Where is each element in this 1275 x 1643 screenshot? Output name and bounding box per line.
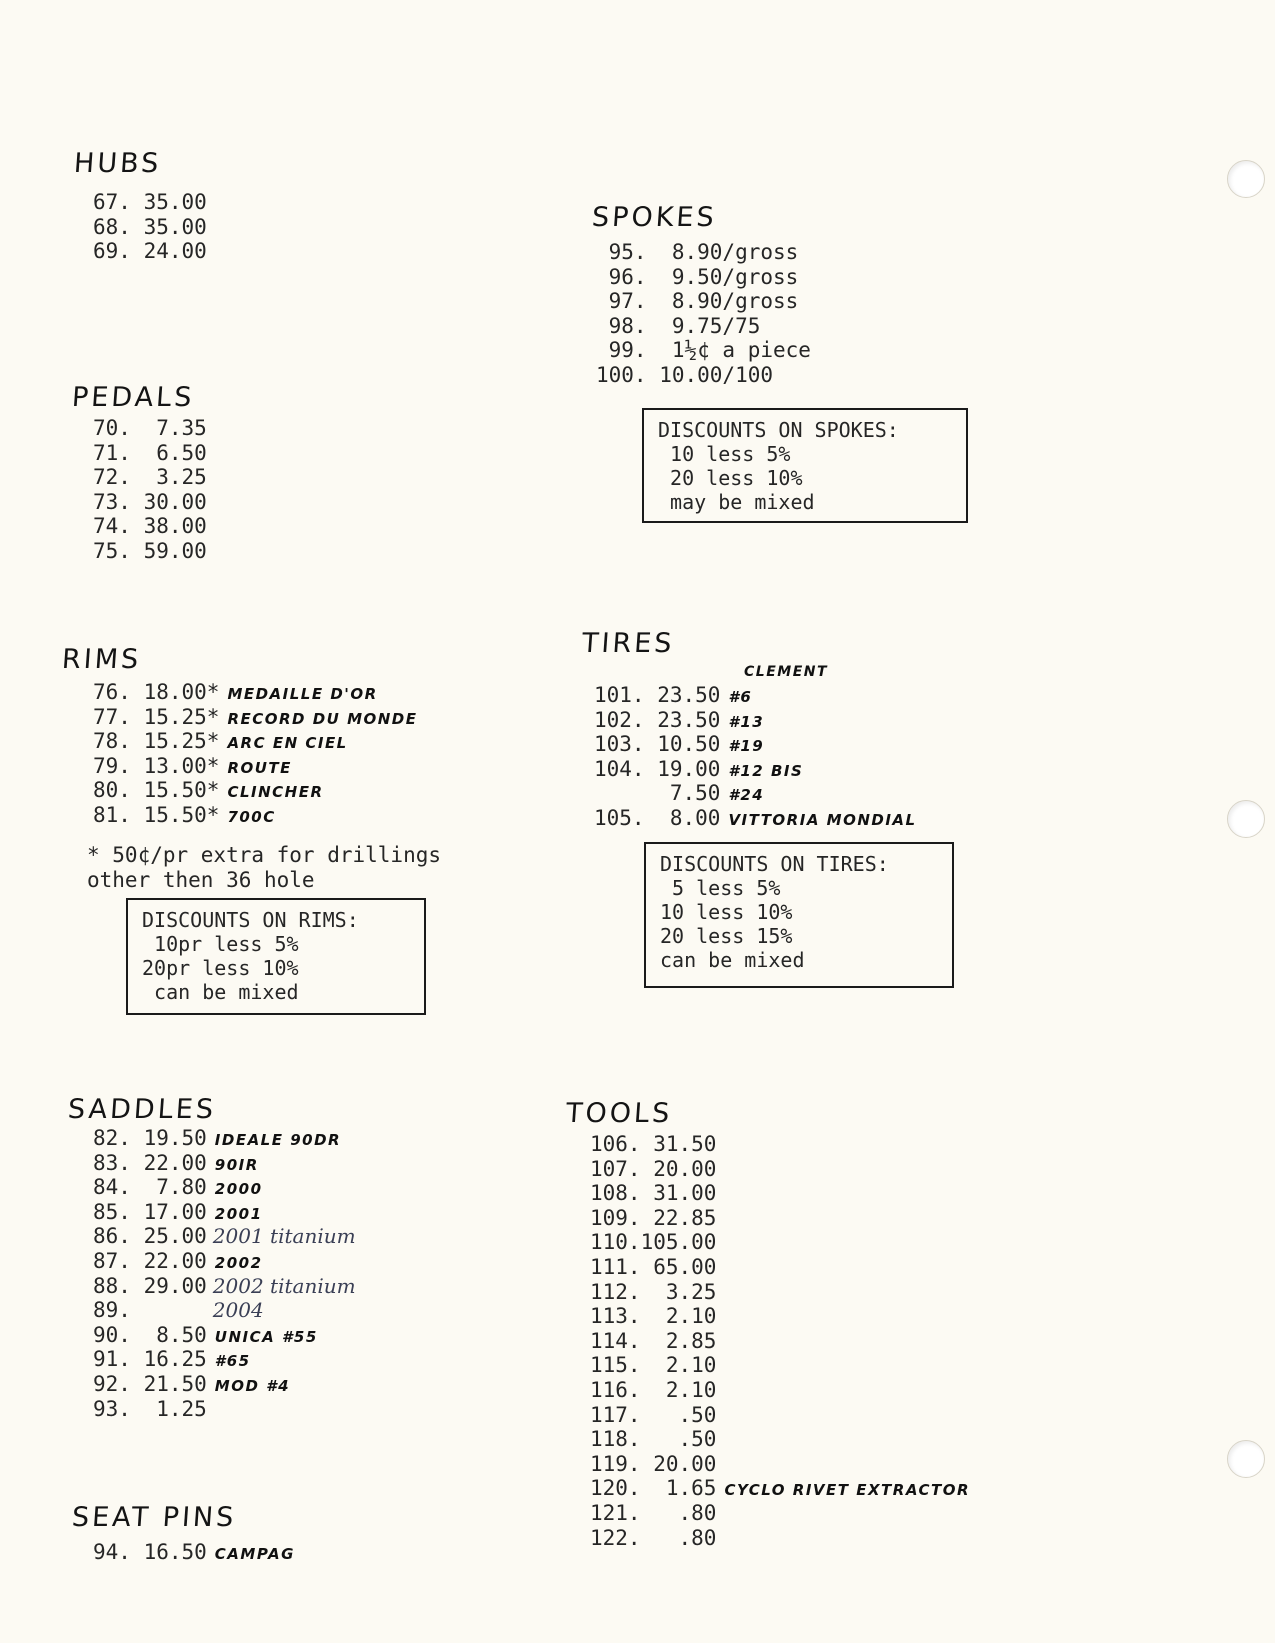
price-row bbox=[93, 1397, 356, 1422]
handwritten-note: 90IR bbox=[214, 1155, 259, 1174]
price-row bbox=[590, 1230, 970, 1255]
price-row bbox=[93, 1224, 356, 1249]
item-price: 79. 13.00* bbox=[93, 753, 220, 778]
item-price: 94. 16.50 bbox=[93, 1540, 207, 1564]
item-price: 118. .50 bbox=[590, 1427, 717, 1452]
discount-tier: 5 less 5% bbox=[660, 876, 781, 900]
item-price: 76. 18.00* bbox=[93, 680, 220, 704]
price-row bbox=[93, 1249, 356, 1274]
seat-pins-heading: SEAT PINS bbox=[70, 1502, 238, 1533]
price-row bbox=[93, 1126, 356, 1151]
binder-hole bbox=[1227, 800, 1265, 838]
item-price: 87. 22.00 bbox=[93, 1248, 207, 1273]
item-price: 83. 22.00 bbox=[93, 1150, 207, 1175]
handwritten-note: CLINCHER bbox=[227, 783, 324, 802]
price-row bbox=[590, 1403, 970, 1428]
price-row bbox=[93, 754, 418, 779]
item-price: 95. 8.90/gross bbox=[596, 240, 799, 264]
hubs-heading: HUBS bbox=[72, 148, 163, 179]
price-row bbox=[93, 1298, 356, 1323]
price-row bbox=[596, 363, 811, 388]
item-price: 106. 31.50 bbox=[590, 1132, 717, 1156]
seat-pins-list bbox=[93, 1540, 295, 1565]
handwritten-note: #13 bbox=[728, 712, 765, 731]
item-price: 90. 8.50 bbox=[93, 1322, 207, 1347]
pencil-note: 2004 bbox=[212, 1298, 264, 1323]
discount-title: DISCOUNTS ON TIRES: bbox=[660, 852, 889, 876]
handwritten-note: #24 bbox=[728, 786, 765, 805]
item-price: 111. 65.00 bbox=[590, 1254, 717, 1279]
price-row bbox=[590, 1157, 970, 1182]
price-row bbox=[596, 240, 811, 265]
hubs-list bbox=[93, 190, 207, 264]
handwritten-note: MEDAILLE D'OR bbox=[227, 685, 378, 703]
item-price: 115. 2.10 bbox=[590, 1353, 717, 1378]
item-price: 107. 20.00 bbox=[590, 1156, 717, 1181]
price-row bbox=[590, 1329, 970, 1354]
item-price: 73. 30.00 bbox=[93, 489, 207, 514]
item-price: 74. 38.00 bbox=[93, 514, 207, 539]
item-price: 71. 6.50 bbox=[93, 440, 207, 465]
tires-heading: TIRES bbox=[580, 628, 676, 659]
price-row bbox=[590, 1280, 970, 1305]
item-price: 122. .80 bbox=[590, 1525, 717, 1550]
item-price: 77. 15.25* bbox=[93, 704, 220, 729]
price-row bbox=[93, 215, 207, 240]
price-row bbox=[93, 190, 207, 215]
price-row bbox=[596, 338, 811, 363]
price-row bbox=[590, 1427, 970, 1452]
price-row bbox=[93, 239, 207, 264]
item-price: 110.105.00 bbox=[590, 1230, 717, 1255]
rims-heading: RIMS bbox=[60, 644, 143, 675]
handwritten-note: IDEALE 90DR bbox=[214, 1131, 342, 1149]
item-price: 82. 19.50 bbox=[93, 1126, 207, 1150]
price-row bbox=[93, 1540, 295, 1565]
item-price: 103. 10.50 bbox=[594, 732, 721, 757]
handwritten-note: #12 BIS bbox=[728, 761, 804, 780]
price-row bbox=[596, 265, 811, 290]
discount-tier: 20pr less 10% bbox=[142, 956, 299, 980]
pedals-list bbox=[93, 416, 207, 564]
item-price: 89. bbox=[93, 1298, 207, 1323]
handwritten-note: 2002 bbox=[214, 1253, 263, 1272]
price-row bbox=[93, 1372, 356, 1397]
tires-discount-box bbox=[644, 842, 954, 988]
price-row bbox=[93, 729, 418, 754]
item-price: 68. 35.00 bbox=[93, 214, 207, 239]
price-row bbox=[594, 806, 917, 831]
price-row bbox=[93, 1175, 356, 1200]
item-price: 97. 8.90/gross bbox=[596, 289, 799, 314]
price-row bbox=[596, 314, 811, 339]
handwritten-note: 2001 bbox=[214, 1204, 263, 1223]
discount-note: can be mixed bbox=[660, 948, 805, 972]
item-price: 101. 23.50 bbox=[594, 683, 721, 707]
price-row bbox=[93, 490, 207, 515]
handwritten-note: MOD #4 bbox=[214, 1376, 291, 1395]
price-row bbox=[93, 441, 207, 466]
item-price: 120. 1.65 bbox=[590, 1476, 717, 1501]
item-price: 92. 21.50 bbox=[93, 1371, 207, 1396]
rims-footnote-line-1: * 50¢/pr extra for drillings bbox=[87, 843, 442, 867]
price-row bbox=[590, 1452, 970, 1477]
discount-note: can be mixed bbox=[142, 980, 299, 1004]
item-price: 72. 3.25 bbox=[93, 465, 207, 490]
item-price: 7.50 bbox=[594, 781, 721, 806]
spokes-discount-box bbox=[642, 408, 968, 523]
price-row bbox=[594, 708, 917, 733]
item-price: 105. 8.00 bbox=[594, 805, 721, 830]
rims-discount-box bbox=[126, 898, 426, 1015]
item-price: 86. 25.00 bbox=[93, 1224, 207, 1249]
handwritten-note: CAMPAG bbox=[214, 1545, 295, 1563]
discount-tier: 10pr less 5% bbox=[142, 932, 299, 956]
tires-brand-note: CLEMENT bbox=[744, 664, 829, 680]
price-row bbox=[594, 732, 917, 757]
item-price: 121. .80 bbox=[590, 1500, 717, 1525]
item-price: 85. 17.00 bbox=[93, 1199, 207, 1224]
item-price: 88. 29.00 bbox=[93, 1273, 207, 1298]
price-row bbox=[590, 1132, 970, 1157]
price-row bbox=[93, 1200, 356, 1225]
price-row bbox=[594, 757, 917, 782]
handwritten-note: ROUTE bbox=[227, 758, 292, 777]
price-row bbox=[590, 1353, 970, 1378]
discount-title: DISCOUNTS ON RIMS: bbox=[142, 908, 359, 932]
price-row bbox=[596, 289, 811, 314]
spokes-heading: SPOKES bbox=[590, 202, 718, 233]
item-price: 80. 15.50* bbox=[93, 778, 220, 803]
tools-heading: TOOLS bbox=[564, 1098, 674, 1129]
item-price: 113. 2.10 bbox=[590, 1304, 717, 1329]
handwritten-note: RECORD DU MONDE bbox=[227, 709, 418, 728]
handwritten-note: 700C bbox=[227, 807, 276, 826]
item-price: 100. 10.00/100 bbox=[596, 362, 774, 387]
price-row bbox=[93, 1274, 356, 1299]
rims-footnote-line-2: other then 36 hole bbox=[87, 868, 315, 892]
pencil-note: 2002 titanium bbox=[212, 1273, 356, 1298]
item-price: 75. 59.00 bbox=[93, 538, 207, 563]
discount-tier: 20 less 15% bbox=[660, 924, 793, 948]
handwritten-note: VITTORIA MONDIAL bbox=[728, 810, 917, 829]
price-row bbox=[590, 1526, 970, 1551]
price-row bbox=[93, 705, 418, 730]
price-row bbox=[590, 1501, 970, 1526]
price-row bbox=[93, 416, 207, 441]
saddles-heading: SADDLES bbox=[66, 1094, 218, 1125]
discount-note: may be mixed bbox=[658, 490, 815, 514]
discount-tier: 10 less 5% bbox=[658, 442, 791, 466]
price-row bbox=[93, 1347, 356, 1372]
pencil-note: 2001 titanium bbox=[212, 1224, 356, 1249]
price-row bbox=[93, 539, 207, 564]
price-row bbox=[590, 1255, 970, 1280]
item-price: 119. 20.00 bbox=[590, 1451, 717, 1476]
price-row bbox=[594, 781, 917, 806]
item-price: 108. 31.00 bbox=[590, 1181, 717, 1206]
item-price: 114. 2.85 bbox=[590, 1328, 717, 1353]
tools-list bbox=[590, 1132, 970, 1550]
item-price: 104. 19.00 bbox=[594, 756, 721, 781]
item-price: 84. 7.80 bbox=[93, 1175, 207, 1200]
price-row bbox=[93, 1151, 356, 1176]
rims-list bbox=[93, 680, 418, 828]
handwritten-note: #6 bbox=[728, 688, 753, 706]
price-row bbox=[93, 778, 418, 803]
pedals-heading: PEDALS bbox=[70, 382, 196, 413]
price-row bbox=[590, 1181, 970, 1206]
item-price: 91. 16.25 bbox=[93, 1347, 207, 1372]
price-row bbox=[93, 680, 418, 705]
handwritten-note: UNICA #55 bbox=[214, 1327, 318, 1346]
spokes-list bbox=[596, 240, 811, 388]
saddles-list bbox=[93, 1126, 356, 1421]
discount-tier: 10 less 10% bbox=[660, 900, 793, 924]
handwritten-note: #65 bbox=[214, 1352, 251, 1371]
item-price: 78. 15.25* bbox=[93, 729, 220, 754]
handwritten-note: 2000 bbox=[214, 1180, 263, 1199]
price-row bbox=[93, 1323, 356, 1348]
binder-hole bbox=[1227, 160, 1265, 198]
item-price: 69. 24.00 bbox=[93, 239, 207, 264]
item-price: 109. 22.85 bbox=[590, 1205, 717, 1230]
item-price: 99. 1½¢ a piece bbox=[596, 338, 811, 363]
price-row bbox=[594, 683, 917, 708]
price-row bbox=[93, 803, 418, 828]
discount-title: DISCOUNTS ON SPOKES: bbox=[658, 418, 899, 442]
item-price: 67. 35.00 bbox=[93, 190, 207, 214]
item-price: 81. 15.50* bbox=[93, 802, 220, 827]
item-price: 102. 23.50 bbox=[594, 707, 721, 732]
price-row bbox=[590, 1206, 970, 1231]
price-row bbox=[590, 1476, 970, 1501]
price-row bbox=[93, 514, 207, 539]
handwritten-note: #19 bbox=[728, 737, 765, 756]
item-price: 70. 7.35 bbox=[93, 416, 207, 440]
discount-tier: 20 less 10% bbox=[658, 466, 803, 490]
price-row bbox=[590, 1304, 970, 1329]
item-price: 112. 3.25 bbox=[590, 1279, 717, 1304]
price-row bbox=[93, 465, 207, 490]
tires-list bbox=[594, 683, 917, 831]
item-price: 96. 9.50/gross bbox=[596, 264, 799, 289]
binder-hole bbox=[1227, 1440, 1265, 1478]
item-price: 116. 2.10 bbox=[590, 1377, 717, 1402]
handwritten-note: CYCLO RIVET EXTRACTOR bbox=[724, 1481, 971, 1500]
handwritten-note: ARC EN CIEL bbox=[227, 734, 348, 753]
item-price: 117. .50 bbox=[590, 1402, 717, 1427]
item-price: 93. 1.25 bbox=[93, 1396, 207, 1421]
item-price: 98. 9.75/75 bbox=[596, 313, 761, 338]
price-row bbox=[590, 1378, 970, 1403]
